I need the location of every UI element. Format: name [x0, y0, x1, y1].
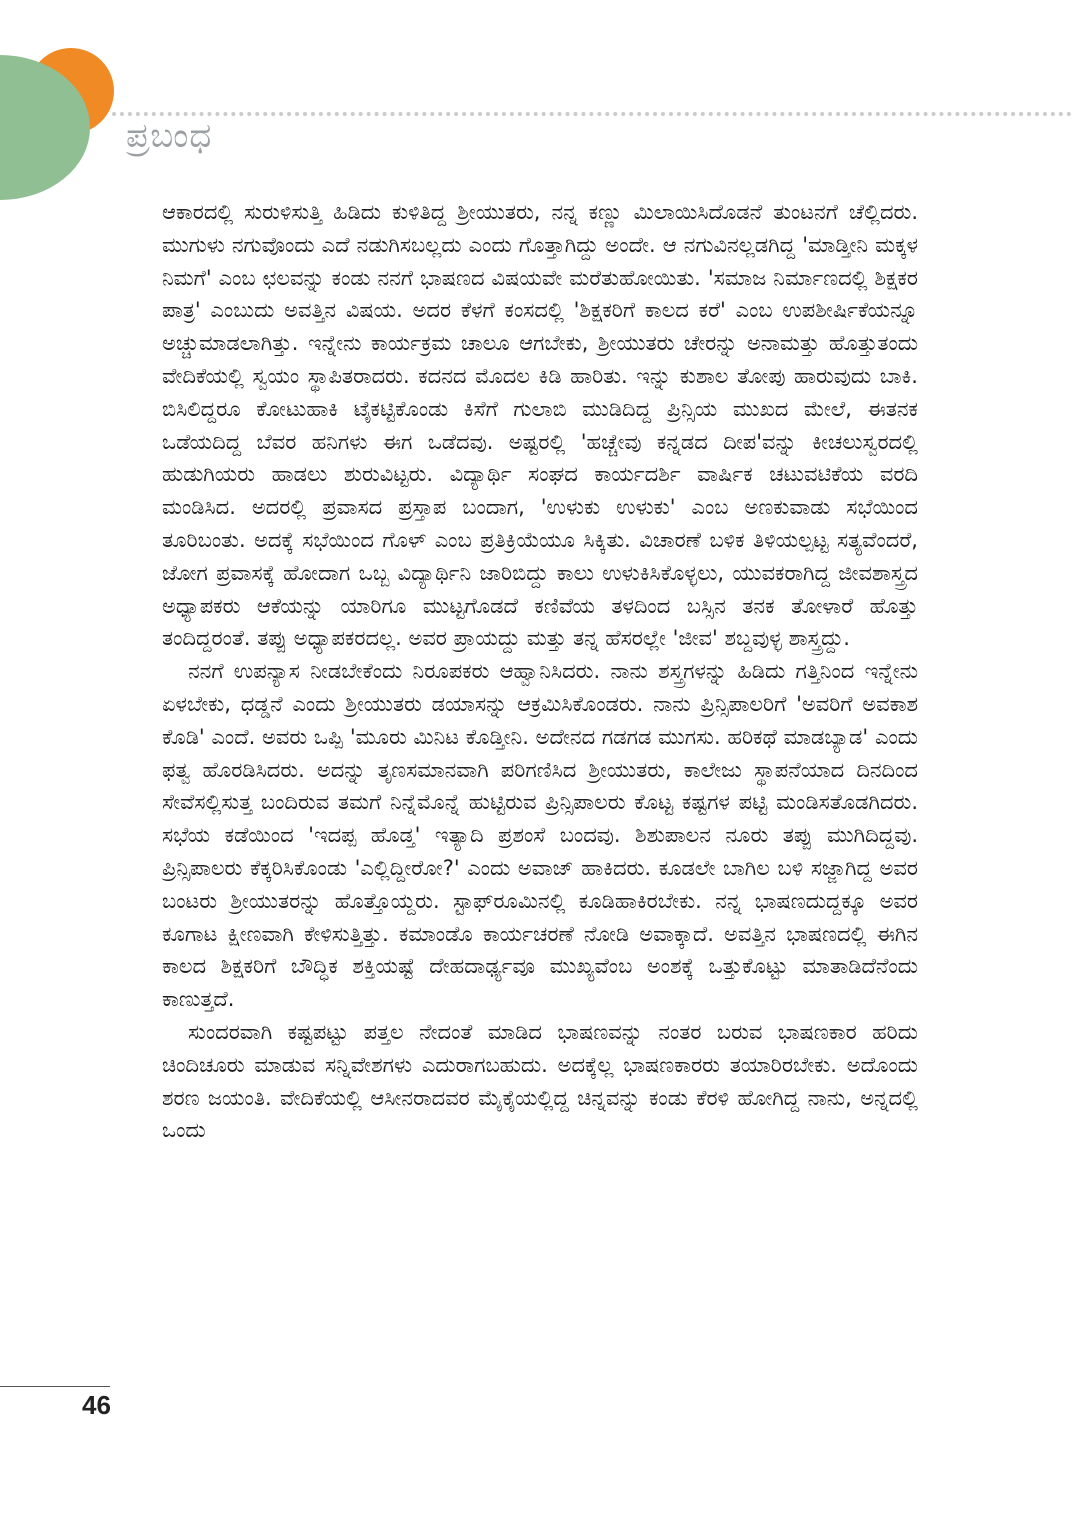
section-title: ಪ್ರಬಂಧ	[126, 116, 213, 156]
page-number: 46	[82, 1390, 111, 1420]
paragraph: ಸುಂದರವಾಗಿ ಕಷ್ಟಪಟ್ಟು ಪತ್ತಲ ನೇದಂತೆ ಮಾಡಿದ ಭಾಷಣವನ್ನು ನಂತರ ಬರುವ ಭಾಷಣಕಾರ ಹರಿದು ಚಿಂದಿಚೂರು ಮಾಡುವ ಸನ್ನಿವೇಶಗಳು ಎದುರಾಗಬಹುದು. ಅದಕ್ಕೆಲ್ಲ ಭಾಷಣಕಾರರು ತಯಾರಿರಬೇಕು. ಅದೊಂದು ಶರಣ ಜಯಂತಿ. ವೇದಿಕೆಯಲ್ಲಿ ಆಸೀನರಾದವರ ಮೈಕೈಯಲ್ಲಿದ್ದ ಚಿನ್ನವನ್ನು ಕಂಡು ಕೆರಳಿ ಹೋಗಿದ್ದ ನಾನು, ಅನ್ನದಲ್ಲಿ ಒಂದು	[162, 1019, 918, 1143]
paragraph: ನನಗೆ ಉಪನ್ಯಾಸ ನೀಡಬೇಕೆಂದು ನಿರೂಪಕರು ಆಹ್ವಾನಿಸಿದರು. ನಾನು ಶಸ್ತ್ರಗಳನ್ನು ಹಿಡಿದು ಗತ್ತಿನಿಂದ ಇನ್ನೇನು ಏಳಬೇಕು, ಧಡ್ಡನೆ ಎಂದು ಶ್ರೀಯುತರು ಡಯಾಸನ್ನು ಆಕ್ರಮಿಸಿಕೊಂಡರು. ನಾನು ಪ್ರಿನ್ಸಿಪಾಲರಿಗೆ 'ಅವರಿಗೆ ಅವಕಾಶ ಕೊಡಿ' ಎಂದೆ. ಅವರು ಒಪ್ಪಿ 'ಮೂರು ಮಿನಿಟ ಕೊಡ್ತೀನಿ. ಅದೇನದ ಗಡಗಡ ಮುಗಸು. ಹರಿಕಥೆ ಮಾಡಬ್ಯಾಡ' ಎಂದು ಫತ್ವ ಹೊರಡಿಸಿದರು. ಅದನ್ನು ತೃಣಸಮಾನವಾಗಿ ಪರಿಗಣಿಸಿದ ಶ್ರೀಯುತರು, ಕಾಲೇಜು ಸ್ಥಾಪನೆಯಾದ ದಿನದಿಂದ ಸೇವೆಸಲ್ಲಿಸುತ್ತ ಬಂದಿರುವ ತಮಗೆ ನಿನ್ನೆಮೊನ್ನೆ ಹುಟ್ಟಿರುವ ಪ್ರಿನ್ಸಿಪಾಲರು ಕೊಟ್ಟ ಕಷ್ಟಗಳ ಪಟ್ಟಿ ಮಂಡಿಸತೊಡಗಿದರು. ಸಭೆಯ ಕಡೆಯಿಂದ 'ಇದಪ್ಪ ಹೊಡ್ತ' ಇತ್ಯಾದಿ ಪ್ರಶಂಸೆ ಬಂದವು. ಶಿಶುಪಾಲನ ನೂರು ತಪ್ಪು ಮುಗಿದಿದ್ದವು. ಪ್ರಿನ್ಸಿಪಾಲರು ಕೆಕ್ಕರಿಸಿಕೊಂಡು 'ಎಲ್ಲಿದ್ದೀರೋ?' ಎಂದು ಅವಾಜ್ ಹಾಕಿದರು. ಕೂಡಲೇ ಬಾಗಿಲ ಬಳಿ ಸಜ್ಜಾಗಿದ್ದ ಅವರ ಬಂಟರು ಶ್ರೀಯುತರನ್ನು ಹೊತ್ತೊಯ್ದರು. ಸ್ಟಾಫ್‌ರೂಮಿನಲ್ಲಿ ಕೂಡಿಹಾಕಿರಬೇಕು. ನನ್ನ ಭಾಷಣದುದ್ದಕ್ಕೂ ಅವರ ಕೂಗಾಟ ಕ್ಷೀಣವಾಗಿ ಕೇಳಿಸುತ್ತಿತ್ತು. ಕಮಾಂಡೊ ಕಾರ್ಯಚರಣೆ ನೋಡಿ ಅವಾಕ್ಕಾದೆ. ಅವತ್ತಿನ ಭಾಷಣದಲ್ಲಿ ಈಗಿನ ಕಾಲದ ಶಿಕ್ಷಕರಿಗೆ ಬೌದ್ಧಿಕ ಶಕ್ತಿಯಷ್ಟೆ ದೇಹದಾರ್ಢ್ಯವೂ ಮುಖ್ಯವೆಂಬ ಅಂಶಕ್ಕೆ ಒತ್ತುಕೊಟ್ಟು ಮಾತಾಡಿದೆನೆಂದು ಕಾಣುತ್ತದೆ.	[162, 659, 918, 1012]
article-body	[162, 196, 918, 1147]
paragraph: ಆಕಾರದಲ್ಲಿ ಸುರುಳಿಸುತ್ತಿ ಹಿಡಿದು ಕುಳಿತಿದ್ದ ಶ್ರೀಯುತರು, ನನ್ನ ಕಣ್ಣು ಮಿಲಾಯಿಸಿದೊಡನೆ ತುಂಟನಗೆ ಚೆಲ್ಲಿದರು. ಮುಗುಳು ನಗುವೊಂದು ಎದೆ ನಡುಗಿಸಬಲ್ಲದು ಎಂದು ಗೊತ್ತಾಗಿದ್ದು ಅಂದೇ. ಆ ನಗುವಿನಲ್ಲಡಗಿದ್ದ 'ಮಾಡ್ತೀನಿ ಮಕ್ಕಳ ನಿಮಗೆ' ಎಂಬ ಛಲವನ್ನು ಕಂಡು ನನಗೆ ಭಾಷಣದ ವಿಷಯವೇ ಮರೆತುಹೋಯಿತು. 'ಸಮಾಜ ನಿರ್ಮಾಣದಲ್ಲಿ ಶಿಕ್ಷಕರ ಪಾತ್ರ' ಎಂಬುದು ಅವತ್ತಿನ ವಿಷಯ. ಅದರ ಕೆಳಗೆ ಕಂಸದಲ್ಲಿ 'ಶಿಕ್ಷಕರಿಗೆ ಕಾಲದ ಕರೆ' ಎಂಬ ಉಪಶೀರ್ಷಿಕೆಯನ್ನೂ ಅಚ್ಚುಮಾಡಲಾಗಿತ್ತು. ಇನ್ನೇನು ಕಾರ್ಯಕ್ರಮ ಚಾಲೂ ಆಗಬೇಕು, ಶ್ರೀಯುತರು ಚೇರನ್ನು ಅನಾಮತ್ತು ಹೊತ್ತುತಂದು ವೇದಿಕೆಯಲ್ಲಿ ಸ್ವಯಂ ಸ್ಥಾಪಿತರಾದರು. ಕದನದ ಮೊದಲ ಕಿಡಿ ಹಾರಿತು. ಇನ್ನು ಕುಶಾಲ ತೋಪು ಹಾರುವುದು ಬಾಕಿ. ಬಿಸಿಲಿದ್ದರೂ ಕೋಟುಹಾಕಿ ಟೈಕಟ್ಟಿಕೊಂಡು ಕಿಸೆಗೆ ಗುಲಾಬಿ ಮುಡಿದಿದ್ದ ಪ್ರಿನ್ಸಿಯ ಮುಖದ ಮೇಲೆ, ಈತನಕ ಒಡೆಯದಿದ್ದ ಬೆವರ ಹನಿಗಳು ಈಗ ಒಡೆದವು. ಅಷ್ಟರಲ್ಲಿ 'ಹಚ್ಚೇವು ಕನ್ನಡದ ದೀಪ'ವನ್ನು ಕೀಚಲುಸ್ವರದಲ್ಲಿ ಹುಡುಗಿಯರು ಹಾಡಲು ಶುರುವಿಟ್ಟರು. ವಿದ್ಯಾರ್ಥಿ ಸಂಘದ ಕಾರ್ಯದರ್ಶಿ ವಾರ್ಷಿಕ ಚಟುವಟಿಕೆಯ ವರದಿ ಮಂಡಿಸಿದ. ಅದರಲ್ಲಿ ಪ್ರವಾಸದ ಪ್ರಸ್ತಾಪ ಬಂದಾಗ, 'ಉಳುಕು ಉಳುಕು' ಎಂಬ ಅಣಕುವಾಡು ಸಭೆಯಿಂದ ತೂರಿಬಂತು. ಅದಕ್ಕೆ ಸಭೆಯಿಂದ ಗೊಳ್ ಎಂಬ ಪ್ರತಿಕ್ರಿಯೆಯೂ ಸಿಕ್ಕಿತು. ವಿಚಾರಣೆ ಬಳಿಕ ತಿಳಿಯಲ್ಪಟ್ಟ ಸತ್ಯವೆಂದರೆ, ಜೋಗ ಪ್ರವಾಸಕ್ಕೆ ಹೋದಾಗ ಒಬ್ಬ ವಿದ್ಯಾರ್ಥಿನಿ ಜಾರಿಬಿದ್ದು ಕಾಲು ಉಳುಕಿಸಿಕೊಳ್ಳಲು, ಯುವಕರಾಗಿದ್ದ ಜೀವಶಾಸ್ತ್ರದ ಅಧ್ಯಾಪಕರು ಆಕೆಯನ್ನು ಯಾರಿಗೂ ಮುಟ್ಟಗೊಡದೆ ಕಣಿವೆಯ ತಳದಿಂದ ಬಸ್ಸಿನ ತನಕ ತೋಳಾರೆ ಹೊತ್ತು ತಂದಿದ್ದರಂತೆ. ತಪ್ಪು ಅಧ್ಯಾಪಕರದಲ್ಲ. ಅವರ ಪ್ರಾಯದ್ದು ಮತ್ತು ತನ್ನ ಹೆಸರಲ್ಲೇ 'ಜೀವ' ಶಬ್ದವುಳ್ಳ ಶಾಸ್ತ್ರದ್ದು.	[162, 200, 918, 651]
dotted-header-rule	[112, 112, 1072, 116]
footer-rule	[0, 1386, 110, 1387]
